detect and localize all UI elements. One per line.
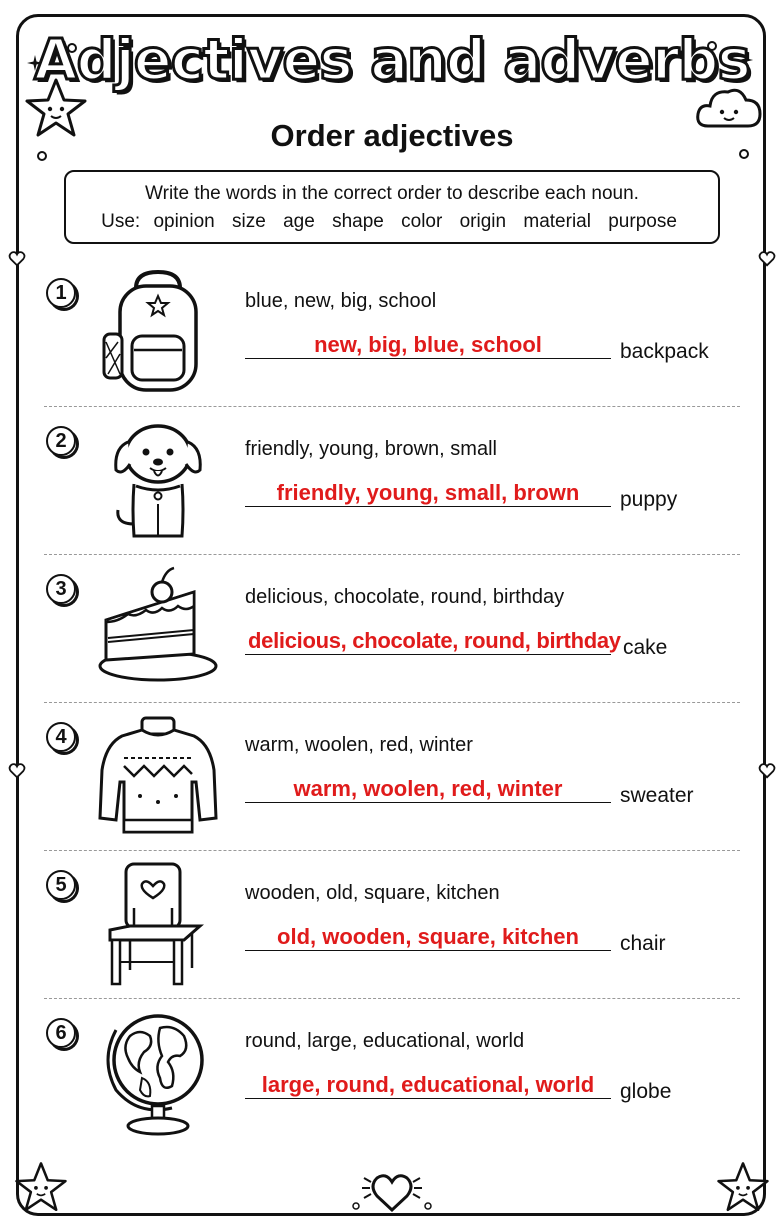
instructions-text: Write the words in the correct order to describe each noun. — [145, 183, 639, 204]
category-item: age — [283, 211, 315, 232]
exercise-item-3 — [40, 558, 744, 706]
page-title: Adjectives and adverbs — [34, 28, 750, 93]
answer-text[interactable]: friendly, young, small, brown — [276, 480, 580, 505]
exercise-item-1 — [40, 262, 744, 410]
item-number: 6 — [46, 1018, 76, 1048]
answer-text[interactable]: delicious, chocolate, round, birthday — [248, 628, 621, 653]
heart-icon — [8, 762, 26, 780]
answer-text[interactable]: warm, woolen, red, winter — [293, 776, 563, 801]
divider — [44, 850, 740, 851]
word-list: blue, new, big, school — [245, 290, 437, 312]
word-list: wooden, old, square, kitchen — [245, 882, 500, 904]
noun-label: chair — [620, 932, 666, 955]
noun-label: backpack — [620, 340, 709, 363]
answer-line — [245, 950, 611, 951]
category-item: purpose — [608, 211, 677, 232]
categories-line — [66, 208, 718, 236]
backpack-icon — [96, 266, 220, 398]
category-item: opinion — [153, 211, 215, 232]
item-number: 3 — [46, 574, 76, 604]
heart-icon — [8, 250, 26, 268]
word-list: delicious, chocolate, round, birthday — [245, 586, 565, 608]
noun-label: globe — [620, 1080, 672, 1103]
puppy-icon — [96, 414, 220, 546]
item-number: 1 — [46, 278, 76, 308]
exercise-item-6 — [40, 1002, 744, 1150]
exercise-item-4 — [40, 706, 744, 854]
star-face-icon — [14, 1160, 68, 1214]
noun-label: puppy — [620, 488, 678, 511]
item-number: 4 — [46, 722, 76, 752]
exercise-item-5 — [40, 854, 744, 1002]
globe-icon — [96, 1006, 220, 1138]
noun-label: cake — [623, 636, 668, 659]
category-item: size — [232, 211, 266, 232]
answer-line — [245, 654, 611, 655]
category-item: material — [523, 211, 591, 232]
category-item: color — [401, 211, 443, 232]
word-list: warm, woolen, red, winter — [245, 734, 473, 756]
category-item: shape — [332, 211, 384, 232]
answer-line — [245, 358, 611, 359]
category-item: origin — [459, 211, 507, 232]
divider — [44, 998, 740, 999]
star-face-icon — [716, 1160, 770, 1214]
answer-line — [245, 1098, 611, 1099]
divider — [44, 554, 740, 555]
noun-label: sweater — [620, 784, 694, 807]
word-list: round, large, educational, world — [245, 1030, 525, 1052]
page-subtitle: Order adjectives — [270, 118, 514, 153]
heart-icon — [758, 762, 776, 780]
answer-text[interactable]: large, round, educational, world — [261, 1072, 595, 1097]
use-label: Use: — [101, 211, 141, 232]
instructions-box — [64, 170, 720, 244]
sweater-icon — [96, 710, 220, 842]
divider — [44, 702, 740, 703]
cake-icon — [96, 562, 220, 694]
chair-icon — [96, 858, 220, 990]
word-list: friendly, young, brown, small — [245, 438, 497, 460]
heart-icon — [352, 1166, 432, 1216]
answer-text[interactable]: new, big, blue, school — [314, 332, 542, 357]
exercise-item-2 — [40, 410, 744, 558]
item-number: 2 — [46, 426, 76, 456]
answer-text[interactable]: old, wooden, square, kitchen — [277, 924, 579, 949]
item-number: 5 — [46, 870, 76, 900]
answer-line — [245, 506, 611, 507]
divider — [44, 406, 740, 407]
answer-line — [245, 802, 611, 803]
heart-icon — [758, 250, 776, 268]
